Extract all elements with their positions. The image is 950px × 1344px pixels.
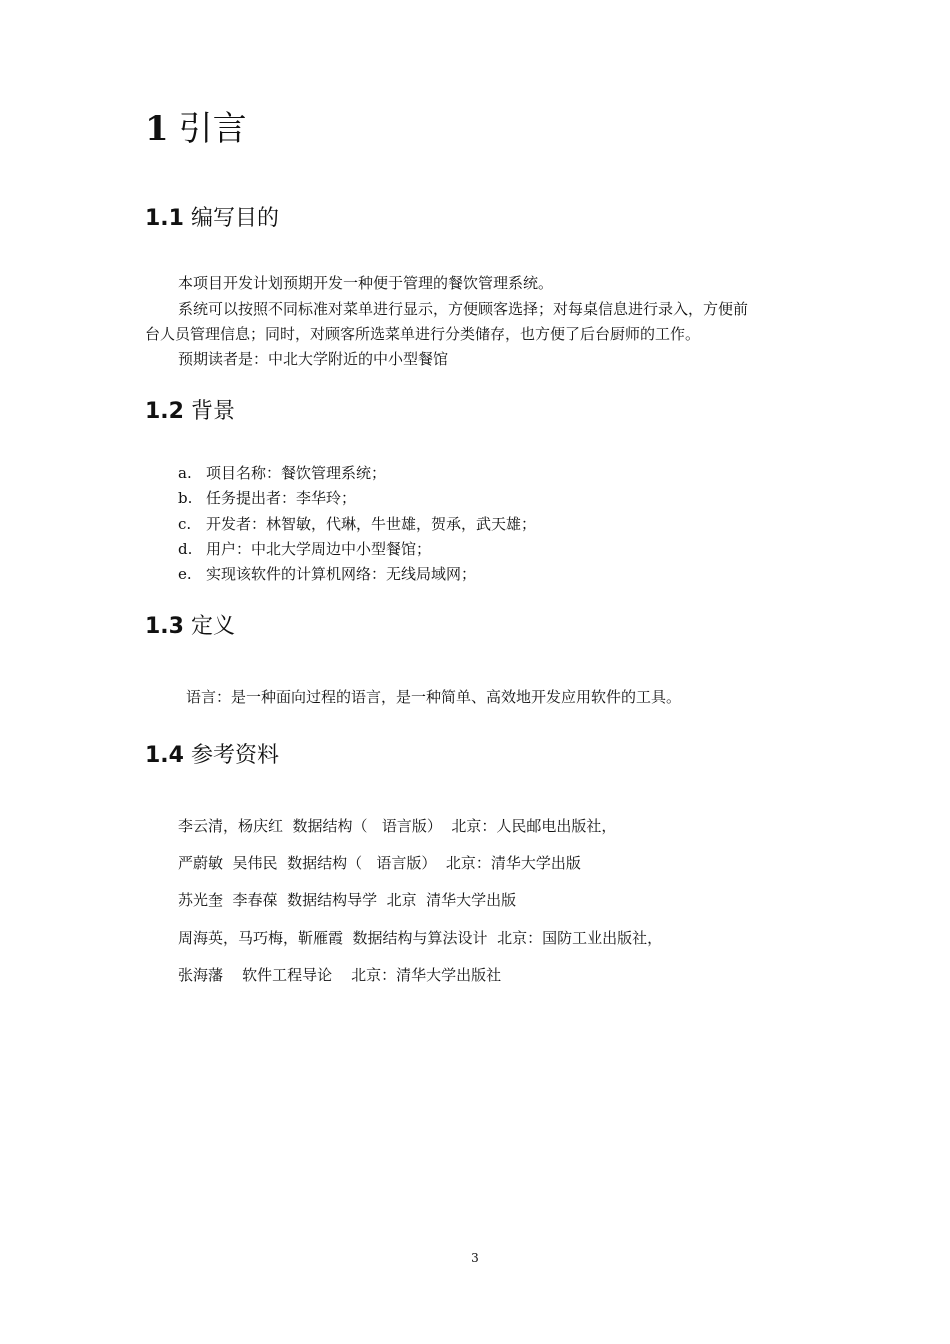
definition-paragraph: 语言：是一种面向过程的语言，是一种简单、高效地开发应用软件的工具。	[186, 688, 682, 706]
purpose-paragraph-3: 预期读者是：中北大学附近的中小型餐馆	[178, 350, 449, 368]
list-marker: c.	[178, 515, 192, 533]
purpose-paragraph-1: 本项目开发计划预期开发一种便于管理的餐饮管理系统。	[178, 274, 554, 292]
list-marker: a.	[178, 464, 192, 482]
background-item	[178, 487, 356, 509]
page-number: 3	[471, 1251, 479, 1265]
reference-item: 苏光奎 李春葆 数据结构导学 北京 清华大学出版	[178, 891, 517, 909]
list-item-text: 任务提出者：李华玲；	[206, 489, 357, 507]
section-heading-purpose	[145, 204, 279, 234]
section-title: 编写目的	[190, 206, 279, 231]
section-number: 1.3	[145, 614, 184, 639]
section-heading-definition	[145, 612, 235, 642]
reference-item: 李云清，杨庆红 数据结构（ 语言版） 北京：人民邮电出版社，	[178, 817, 617, 835]
section-title: 定义	[190, 614, 235, 639]
background-item	[178, 462, 386, 484]
list-marker: e.	[178, 565, 192, 583]
chapter-number: 1	[145, 109, 169, 149]
purpose-paragraph-2-line-2: 台人员管理信息；同时，对顾客所选菜单进行分类储存，也方便了后台厨师的工作。	[145, 325, 701, 343]
list-item-text: 开发者：林智敏，代琳，牛世雄，贺承，武天雄；	[206, 515, 537, 533]
section-title: 参考资料	[190, 743, 279, 768]
purpose-paragraph-2-line-1: 系统可以按照不同标准对菜单进行显示，方便顾客选择；对每桌信息进行录入，方便前	[178, 300, 749, 318]
section-number: 1.4	[145, 743, 184, 768]
list-item-text: 项目名称：餐饮管理系统；	[206, 464, 387, 482]
section-number: 1.1	[145, 206, 184, 231]
reference-item: 周海英，马巧梅，靳雁霞 数据结构与算法设计 北京：国防工业出版社，	[178, 929, 663, 947]
background-item	[178, 513, 536, 535]
section-number: 1.2	[145, 399, 184, 424]
section-heading-references	[145, 741, 279, 771]
list-marker: b.	[178, 489, 193, 507]
reference-item: 严蔚敏 吴伟民 数据结构（ 语言版） 北京：清华大学出版	[178, 854, 581, 872]
section-heading-background	[145, 397, 235, 427]
background-item	[178, 538, 431, 560]
list-marker: d.	[178, 540, 193, 558]
section-title: 背景	[190, 399, 235, 424]
list-item-text: 实现该软件的计算机网络：无线局域网；	[206, 565, 477, 583]
chapter-title: 引言	[178, 109, 247, 149]
chapter-heading	[145, 105, 247, 153]
list-item-text: 用户：中北大学周边中小型餐馆；	[206, 540, 432, 558]
background-item	[178, 563, 476, 585]
reference-item: 张海藩 软件工程导论 北京：清华大学出版社	[178, 966, 502, 984]
